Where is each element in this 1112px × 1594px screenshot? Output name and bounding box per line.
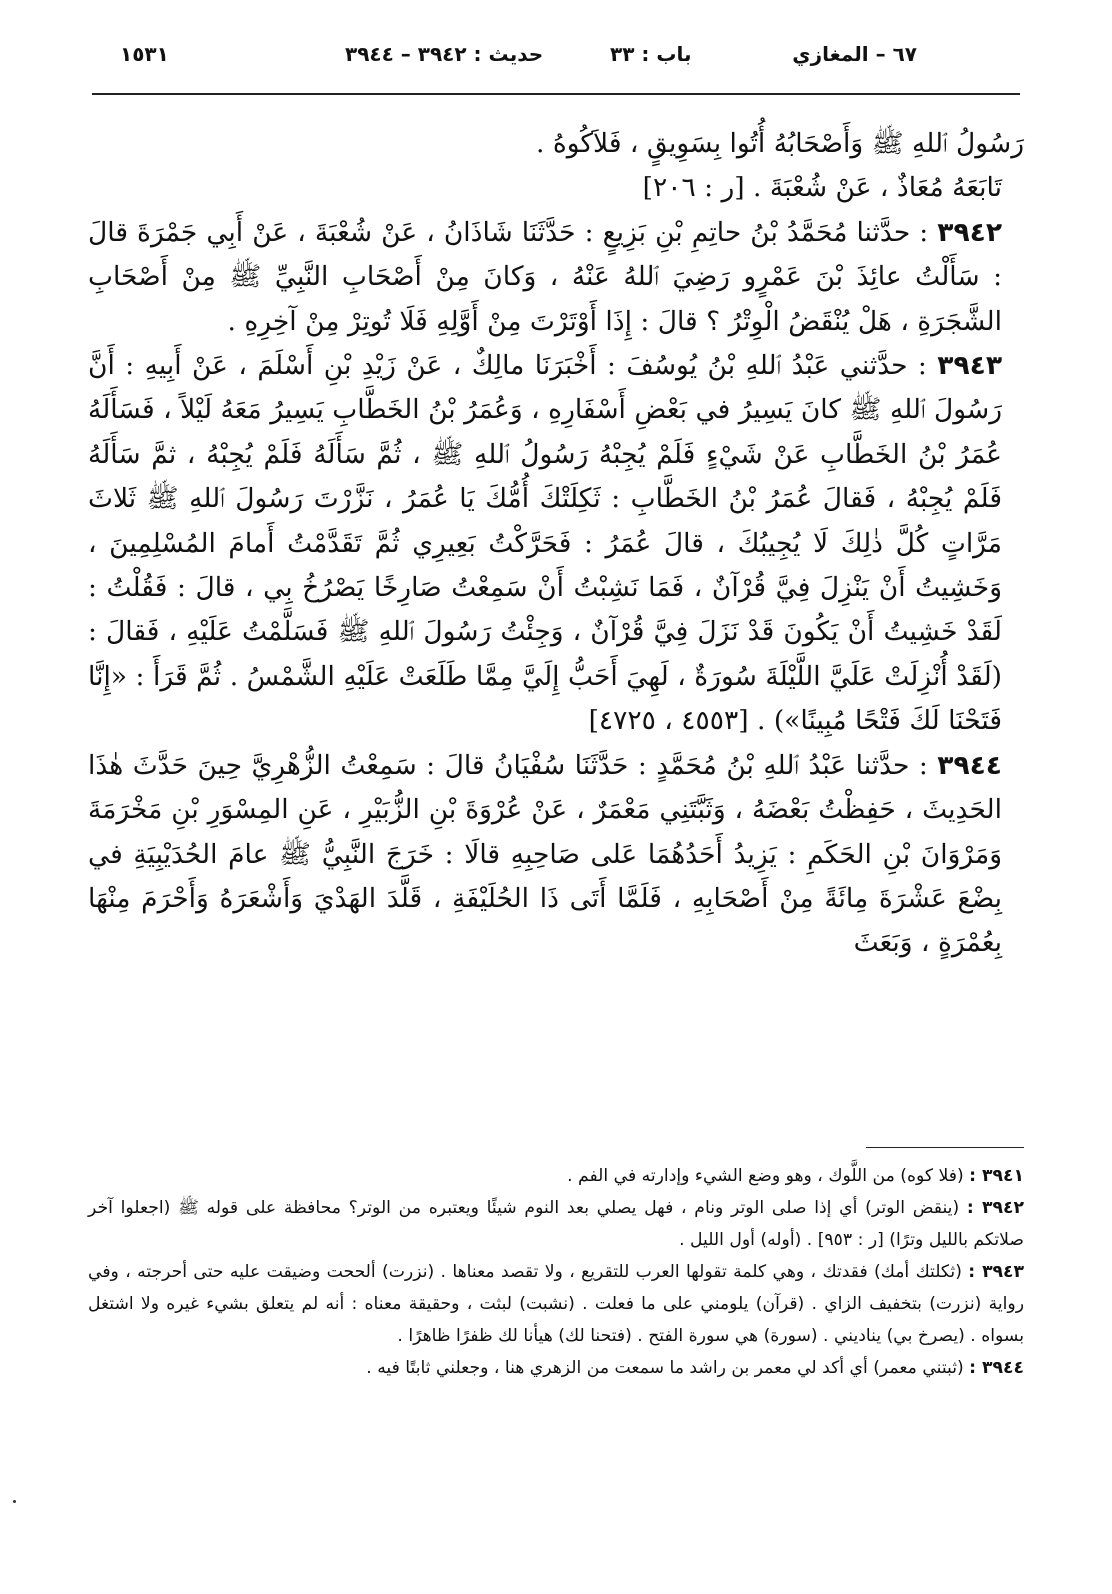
hadith-number: ٣٩٤٤ — [937, 749, 1002, 781]
footnote-number: ٣٩٤٣ : — [968, 1262, 1025, 1282]
header-rule — [92, 93, 1020, 95]
tabaahu-line: تَابَعَهُ مُعَاذٌ ، عَنْ شُعْبَةَ . [ر : ٢٠٦] — [642, 172, 1002, 204]
footnote-text: (ثبتني معمر) أي أكد لي معمر بن راشد ما سمعت من الزهري هنا ، وجعلني ثابتًا فيه . — [366, 1358, 964, 1378]
footnote-3943 — [88, 1256, 1024, 1352]
hadith-3943 — [88, 344, 1024, 744]
hadith-range: حديث : ٣٩٤٢ – ٣٩٤٤ — [345, 42, 544, 66]
footnote-text: (ينقض الوتر) أي إذا صلى الوتر ونام ، فهل يصلي بعد النوم شيئًا ويعتبره من الوتر؟ محافظة على قوله ﷺ (اجعلوا آخر صلاتكم بالليل وترًا) [ر : ٩٥٣] . (أوله) أول الليل . — [88, 1198, 1024, 1250]
footnote-rule — [866, 1147, 1024, 1148]
running-header — [90, 38, 1022, 88]
book-title: ٦٧ – المغازي — [792, 42, 917, 66]
footnote-number: ٣٩٤١ : — [969, 1166, 1024, 1186]
hadith-3942 — [88, 211, 1024, 344]
bab-number: باب : ٣٣ — [610, 42, 692, 66]
footnote-3942 — [88, 1192, 1024, 1256]
footnote-3944 — [88, 1352, 1024, 1384]
hadith-number: ٣٩٤٣ — [937, 350, 1002, 382]
footnote-number: ٣٩٤٤ : — [969, 1358, 1024, 1378]
main-text — [88, 122, 1024, 966]
footnote-text: (ثكلتك أمك) فقدتك ، وهي كلمة تقولها العرب للتقريع ، ولا تقصد معناها . (نزرت) ألححت وضيقت عليه حتى أحرجته ، وفي رواية (نزرت) بتخفيف الزاي . (قرآن) يلومني على ما فعلت . (نشبت) لبثت ، وحقيقة معناه : أنه لم يتعلق بشيء غيره ولا اشتغل بسواه . (يصرخ بي) يناديني . (سورة) هي سورة الفتح . (فتحنا لك) هيأنا لك ظفرًا ظاهرًا . — [88, 1262, 1024, 1346]
footnote-text: (فلا كوه) من اللَّوك ، وهو وضع الشيء وإدارته في الفم . — [567, 1166, 964, 1186]
hadith-number: ٣٩٤٢ — [937, 216, 1002, 248]
page-number: ١٥٣١ — [120, 42, 169, 66]
footnote-3941 — [88, 1160, 1024, 1192]
hadith-3944 — [88, 744, 1024, 966]
hadith-text: : حدَّثنا عَبْدُ ٱللهِ بْنُ مُحَمَّدٍ : حَدَّثَنَا سُفْيَانُ قالَ : سَمِعْتُ الزُّهْرِيَّ حِينَ حَدَّثَ هٰذَا الحَدِيثَ ، حَفِظْتُ بَعْضَهُ ، وَثَبَّتَنِي مَعْمَرٌ ، عَنْ عُرْوَةَ بْنِ الزُّبَيْرِ ، عَنِ المِسْوَرِ بْنِ مَخْرَمَةَ وَمَرْوَانَ بْنِ الحَكَمِ : يَزِيدُ أَحَدُهُمَا عَلى صَاحِبِهِ قالَا : خَرَجَ النَّبِيُّ ﷺ عامَ الحُدَيْبِيَةِ في بِضْعَ عَشْرَةَ مِائَةً مِنْ أَصْحَابِهِ ، فَلَمَّا أَتَى ذَا الحُلَيْفَةِ ، قَلَّدَ الهَدْيَ وَأَشْعَرَهُ وَأَحْرَمَ مِنْهَا بِعُمْرَةٍ ، وَبَعَثَ — [88, 749, 1002, 959]
footnotes — [88, 1160, 1024, 1384]
footnote-number: ٣٩٤٢ : — [966, 1198, 1025, 1218]
hadith-text: : حدَّثني عَبْدُ ٱللهِ بْنُ يُوسُفَ : أَخْبَرَنَا مالِكٌ ، عَنْ زَيْدِ بْنِ أَسْلَمَ ، عَنْ أَبِيهِ : أَنَّ رَسُولَ ٱللهِ ﷺ كانَ يَسِيرُ في بَعْضِ أَسْفَارِهِ ، وَعُمَرُ بْنُ الخَطَّابِ يَسِيرُ مَعَهُ لَيْلاً ، فَسَأَلَهُ عُمَرُ بْنُ الخَطَّابِ عَنْ شَيْءٍ فَلَمْ يُجِبْهُ رَسُولُ ٱللهِ ﷺ ، ثُمَّ سَأَلَهُ فَلَمْ يُجِبْهُ ، ثمَّ سَأَلَهُ فَلَمْ يُجِبْهُ ، فَقالَ عُمَرُ بْنُ الخَطَّابِ : ثَكِلَتْكَ أُمُّكَ يَا عُمَرُ ، نَزَّرْتَ رَسُولَ ٱللهِ ﷺ ثَلاثَ مَرَّاتٍ كُلَّ ذٰلِكَ لَا يُجِيبُكَ ، قالَ عُمَرُ : فَحَرَّكْتُ بَعِيرِي ثُمَّ تَقَدَّمْتُ أَمامَ المُسْلِمِينَ ، وَخَشِيتُ أَنْ يَنْزِلَ فِيَّ قُرْآنٌ ، فَمَا نَشِبْتُ أَنْ سَمِعْتُ صَارِخًا يَصْرُخُ بِي ، قالَ : فَقُلْتُ : لَقَدْ خَشِيتُ أَنْ يَكُونَ قَدْ نَزَلَ فِيَّ قُرْآنٌ ، وَجِئْتُ رَسُولَ ٱللهِ ﷺ فَسَلَّمْتُ عَلَيْهِ ، فَقالَ : (لَقَدْ أُنْزِلَتْ عَلَيَّ اللَّيْلَةَ سُورَةٌ ، لَهِيَ أَحَبُّ إِلَيَّ مِمَّا طَلَعَتْ عَلَيْهِ الشَّمْسُ . ثُمَّ قَرَأَ : «إِنَّا فَتَحْنَا لَكَ فَتْحًا مُبِينًا») . [٤٥٥٣ ، ٤٧٢٥] — [88, 350, 1002, 737]
hadith-text: : حدَّثنا مُحَمَّدُ بْنُ حاتِمِ بْنِ بَزِيعٍ : حَدَّثَنَا شَاذَانُ ، عَنْ شُعْبَةَ ، عَنْ أَبِي جَمْرَةَ قالَ : سَأَلْتُ عائِذَ بْنَ عَمْرٍو رَضِيَ ٱللهُ عَنْهُ ، وَكانَ مِنْ أَصْحَابِ النَّبِيِّ ﷺ مِنْ أَصْحَابِ الشَّجَرَةِ ، هَلْ يُنْقَضُ الْوِتْرُ ؟ قالَ : إِذَا أَوْتَرْتَ مِنْ أَوَّلِهِ فَلَا تُوتِرْ مِنْ آخِرِهِ . — [88, 216, 1002, 337]
margin-speck — [13, 1500, 16, 1503]
hadith-continuation: رَسُولُ ٱللهِ ﷺ وَأَصْحَابُهُ أُتُوا بِسَوِيقٍ ، فَلاَكُوهُ . — [535, 128, 1024, 159]
